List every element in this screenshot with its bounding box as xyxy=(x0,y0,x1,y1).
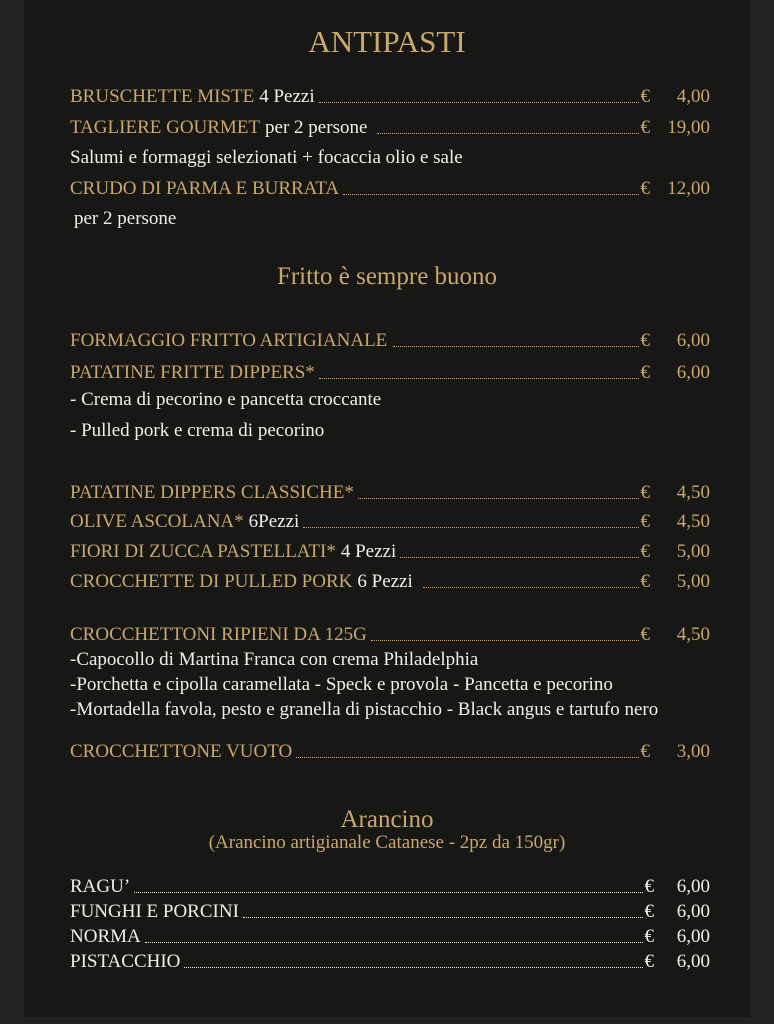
dot-leader xyxy=(134,892,642,893)
menu-item-olive-ascolana: OLIVE ASCOLANA* 6Pezzi € 4,50 xyxy=(70,511,710,532)
menu-item-crocchettone-vuoto: CROCCHETTONE VUOTO € 3,00 xyxy=(70,741,710,762)
dot-leader xyxy=(377,133,638,134)
menu-item-norma: NORMA € 6,00 xyxy=(70,926,710,947)
item-description: Salumi e formaggi selezionati + focaccia olio e sale xyxy=(70,147,463,168)
dot-leader xyxy=(184,967,642,968)
dot-leader xyxy=(303,527,638,528)
menu-item-pistacchio: PISTACCHIO € 6,00 xyxy=(70,951,710,972)
section-title-fritto: Fritto è sempre buono xyxy=(276,263,498,290)
menu-item-crocchettoni-ripieni: CROCCHETTONI RIPIENI DA 125G € 4,50 xyxy=(70,624,710,645)
menu-item-formaggio-fritto: FORMAGGIO FRITTO ARTIGIANALE € 6,00 xyxy=(70,330,710,351)
menu-item-tagliere: TAGLIERE GOURMET per 2 persone € 19,00 xyxy=(70,117,710,138)
item-description: per 2 persone xyxy=(74,208,177,229)
item-option: -Mortadella favola, pesto e granella di pistacchio - Black angus e tartufo nero xyxy=(70,699,659,720)
menu-item-crocchette-pulled-pork: CROCCHETTE DI PULLED PORK 6 Pezzi € 5,00 xyxy=(70,571,710,592)
dot-leader xyxy=(393,346,638,347)
menu-item-crudo: CRUDO DI PARMA E BURRATA € 12,00 xyxy=(70,178,710,199)
menu-item-ragu: RAGU’ € 6,00 xyxy=(70,876,710,897)
item-option: -Capocollo di Martina Franca con crema Philadelphia xyxy=(70,649,479,670)
item-option: - Crema di pecorino e pancetta croccante xyxy=(70,389,382,410)
menu-item-funghi-porcini: FUNGHI E PORCINI € 6,00 xyxy=(70,901,710,922)
menu-item-patatine-dippers: PATATINE FRITTE DIPPERS* € 6,00 xyxy=(70,362,710,383)
dot-leader xyxy=(319,378,639,379)
section-title-arancino: Arancino xyxy=(340,806,434,833)
item-option: - Pulled pork e crema di pecorino xyxy=(70,420,325,441)
item-option: -Porchetta e cipolla caramellata - Speck e provola - Pancetta e pecorino xyxy=(70,674,613,695)
menu-item-bruschette: BRUSCHETTE MISTE 4 Pezzi € 4,00 xyxy=(70,86,710,107)
dot-leader xyxy=(343,194,638,195)
dot-leader xyxy=(145,942,643,943)
menu-item-patatine-classiche: PATATINE DIPPERS CLASSICHE* € 4,50 xyxy=(70,482,710,503)
menu-item-fiori-di-zucca: FIORI DI ZUCCA PASTELLATI* 4 Pezzi € 5,00 xyxy=(70,541,710,562)
section-title-antipasti: ANTIPASTI xyxy=(308,24,466,59)
dot-leader xyxy=(296,757,638,758)
dot-leader xyxy=(358,498,639,499)
dot-leader xyxy=(423,587,639,588)
dot-leader xyxy=(243,917,643,918)
dot-leader xyxy=(319,102,639,103)
dot-leader xyxy=(400,557,638,558)
dot-leader xyxy=(371,640,639,641)
section-subtitle-arancino: (Arancino artigianale Catanese - 2pz da 150gr) xyxy=(208,832,566,853)
